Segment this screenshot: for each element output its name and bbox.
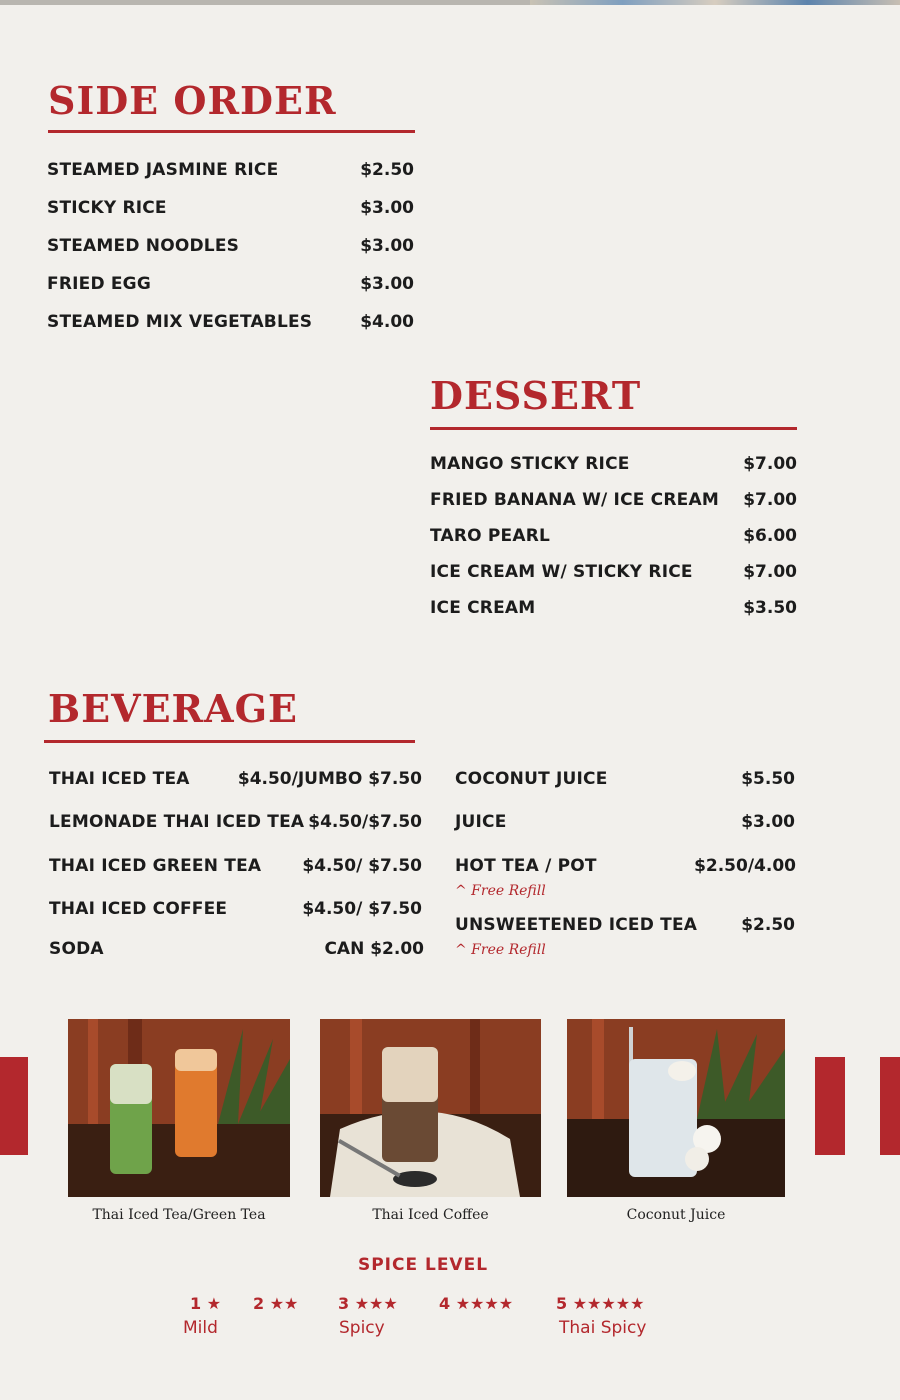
menu-item-price: $2.50/4.00 bbox=[694, 856, 796, 876]
spice-level-5: 5 ★★★★★ bbox=[556, 1294, 645, 1313]
menu-item-price: $3.00 bbox=[741, 812, 795, 832]
dessert-rule bbox=[430, 427, 797, 430]
menu-item-price: $3.50 bbox=[743, 598, 797, 618]
spice-level-1: 1 ★ bbox=[190, 1294, 222, 1313]
menu-item-name: ICE CREAM bbox=[430, 598, 536, 618]
menu-item-name: THAI ICED TEA bbox=[49, 769, 190, 789]
side-order-rule bbox=[48, 130, 415, 133]
photo-caption: Coconut Juice bbox=[626, 1207, 726, 1223]
photo-caption: Thai Iced Tea/Green Tea bbox=[92, 1207, 266, 1223]
menu-item-name: COCONUT JUICE bbox=[455, 769, 608, 789]
photo-thai-iced-coffee bbox=[320, 1019, 541, 1197]
menu-item-price: $4.50/ $7.50 bbox=[302, 899, 422, 919]
decorative-red-tab-right bbox=[815, 1057, 845, 1155]
free-refill-note: ^ Free Refill bbox=[455, 883, 546, 899]
menu-item-price: $3.00 bbox=[360, 274, 414, 294]
beverage-title: BEVERAGE bbox=[48, 686, 299, 731]
spice-level-4: 4 ★★★★ bbox=[439, 1294, 514, 1313]
menu-item-name: STEAMED MIX VEGETABLES bbox=[47, 312, 313, 332]
menu-item-price: $5.50 bbox=[741, 769, 795, 789]
decorative-red-tab-left bbox=[0, 1057, 28, 1155]
top-border-art bbox=[530, 0, 900, 5]
spice-level-title: SPICE LEVEL bbox=[357, 1255, 489, 1275]
menu-item-price: $2.50 bbox=[741, 915, 795, 935]
menu-item-name: STICKY RICE bbox=[47, 198, 167, 218]
menu-item-price: $4.00 bbox=[360, 312, 414, 332]
menu-item-price: $4.50/$7.50 bbox=[308, 812, 422, 832]
decorative-red-tab-edge bbox=[880, 1057, 900, 1155]
menu-item-price: $6.00 bbox=[743, 526, 797, 546]
menu-item-name: STEAMED NOODLES bbox=[47, 236, 240, 256]
spice-level-2: 2 ★★ bbox=[253, 1294, 299, 1313]
menu-item-name: SODA bbox=[49, 939, 104, 959]
menu-item-price: CAN $2.00 bbox=[324, 939, 424, 959]
spice-label-thai-spicy: Thai Spicy bbox=[559, 1318, 647, 1338]
beverage-rule bbox=[44, 740, 415, 743]
menu-item-price: $4.50/JUMBO $7.50 bbox=[237, 769, 422, 789]
side-order-title: SIDE ORDER bbox=[48, 78, 337, 123]
dessert-title: DESSERT bbox=[430, 373, 642, 418]
menu-item-price: $7.00 bbox=[743, 562, 797, 582]
menu-item-name: FRIED BANANA W/ ICE CREAM bbox=[430, 490, 719, 510]
menu-item-price: $3.00 bbox=[360, 198, 414, 218]
menu-item-name: HOT TEA / POT bbox=[455, 856, 597, 876]
photo-caption: Thai Iced Coffee bbox=[372, 1207, 489, 1223]
free-refill-note: ^ Free Refill bbox=[455, 942, 546, 958]
menu-item-name: MANGO STICKY RICE bbox=[430, 454, 630, 474]
menu-item-name: FRIED EGG bbox=[47, 274, 151, 294]
menu-item-name: LEMONADE THAI ICED TEA bbox=[49, 812, 305, 832]
menu-item-name: THAI ICED COFFEE bbox=[49, 899, 228, 919]
photo-thai-iced-tea bbox=[68, 1019, 290, 1197]
spice-level-3: 3 ★★★ bbox=[338, 1294, 398, 1313]
menu-item-name: ICE CREAM W/ STICKY RICE bbox=[430, 562, 693, 582]
menu-item-price: $7.00 bbox=[743, 454, 797, 474]
menu-item-price: $4.50/ $7.50 bbox=[302, 856, 422, 876]
menu-item-price: $7.00 bbox=[743, 490, 797, 510]
menu-item-name: THAI ICED GREEN TEA bbox=[49, 856, 262, 876]
menu-item-name: JUICE bbox=[455, 812, 507, 832]
menu-item-price: $2.50 bbox=[360, 160, 414, 180]
photo-coconut-juice bbox=[567, 1019, 785, 1197]
menu-item-name: UNSWEETENED ICED TEA bbox=[455, 915, 698, 935]
menu-item-price: $3.00 bbox=[360, 236, 414, 256]
spice-label-spicy: Spicy bbox=[339, 1318, 385, 1338]
spice-label-mild: Mild bbox=[183, 1318, 218, 1338]
menu-item-name: TARO PEARL bbox=[430, 526, 551, 546]
menu-item-name: STEAMED JASMINE RICE bbox=[47, 160, 279, 180]
